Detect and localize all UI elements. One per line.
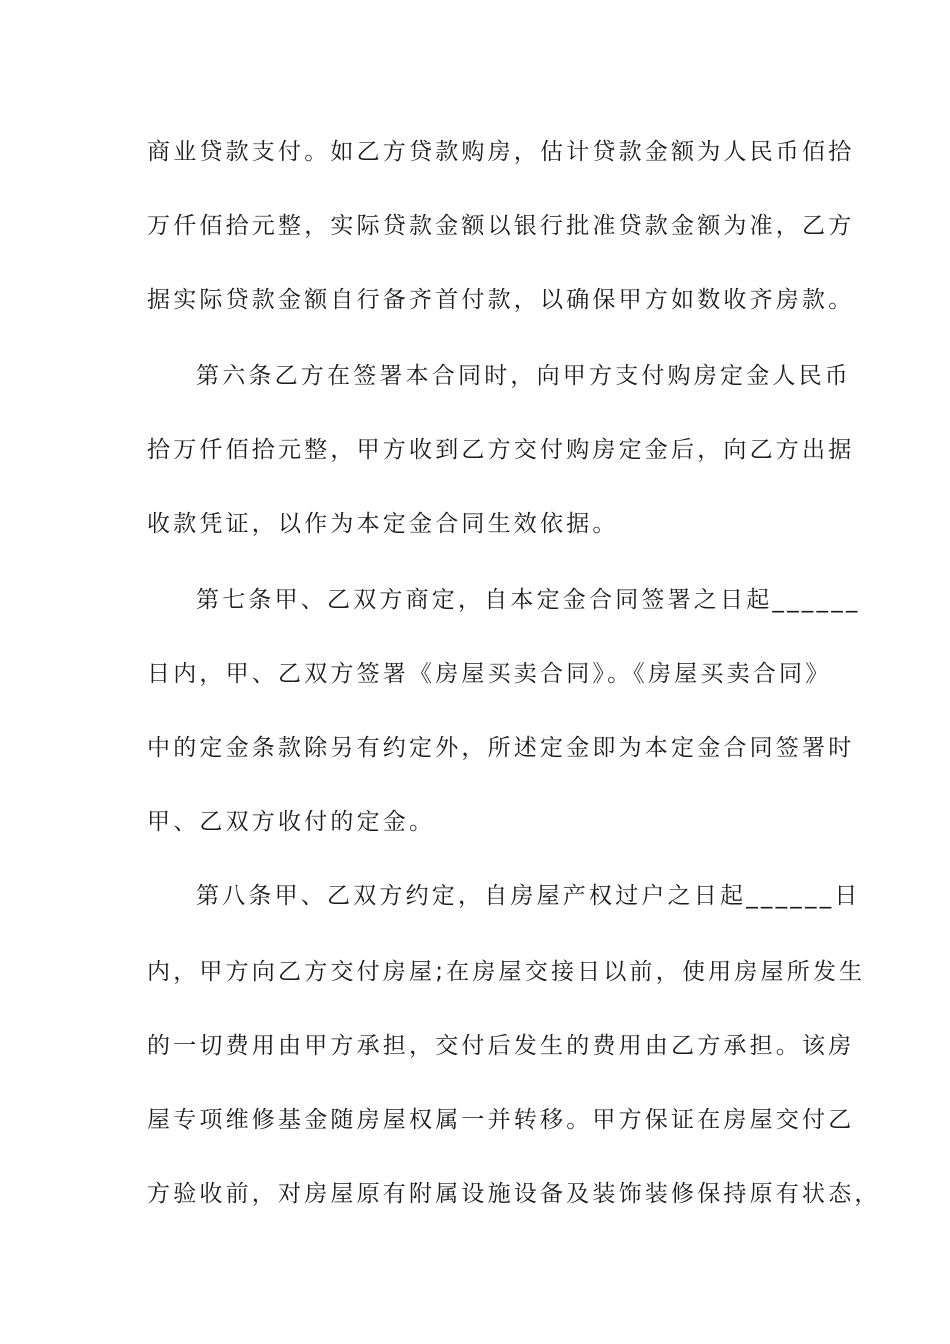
article-7-line-1: 第七条甲、乙双方商定，自本定金合同签署之日起______ [196, 587, 861, 613]
article-8-line-2: 内，甲方向乙方交付房屋;在房屋交接日以前，使用房屋所发生 [147, 959, 866, 985]
article-6-line-3: 收款凭证，以作为本定金合同生效依据。 [147, 511, 619, 537]
article-7-line-2: 日内，甲、乙双方签署《房屋买卖合同》。《房屋买卖合同》 [147, 661, 832, 687]
article-7-line-4: 甲、乙双方收付的定金。 [147, 809, 436, 835]
article-8-line-3: 的一切费用由甲方承担，交付后发生的费用由乙方承担。该房 [147, 1033, 855, 1059]
paragraph-5-line-3: 据实际贷款金额自行备齐首付款，以确保甲方如数收齐房款。 [147, 287, 855, 313]
paragraph-5-line-1: 商业贷款支付。如乙方贷款购房，估计贷款金额为人民币佰拾 [147, 139, 855, 165]
article-8-line-4: 屋专项维修基金随房屋权属一并转移。甲方保证在房屋交付乙 [147, 1107, 855, 1133]
article-8-line-5: 方验收前，对房屋原有附属设施设备及装饰装修保持原有状态， [147, 1181, 881, 1207]
article-8-line-1: 第八条甲、乙双方约定，自房屋产权过户之日起______日 [196, 883, 861, 909]
article-7-line-3: 中的定金条款除另有约定外，所述定金即为本定金合同签署时 [147, 735, 855, 761]
paragraph-5-line-2: 万仟佰拾元整，实际贷款金额以银行批准贷款金额为准，乙方 [147, 213, 855, 239]
article-6-line-1: 第六条乙方在签署本合同时，向甲方支付购房定金人民币 [196, 363, 851, 389]
article-6-line-2: 拾万仟佰拾元整，甲方收到乙方交付购房定金后，向乙方出据 [147, 437, 855, 463]
